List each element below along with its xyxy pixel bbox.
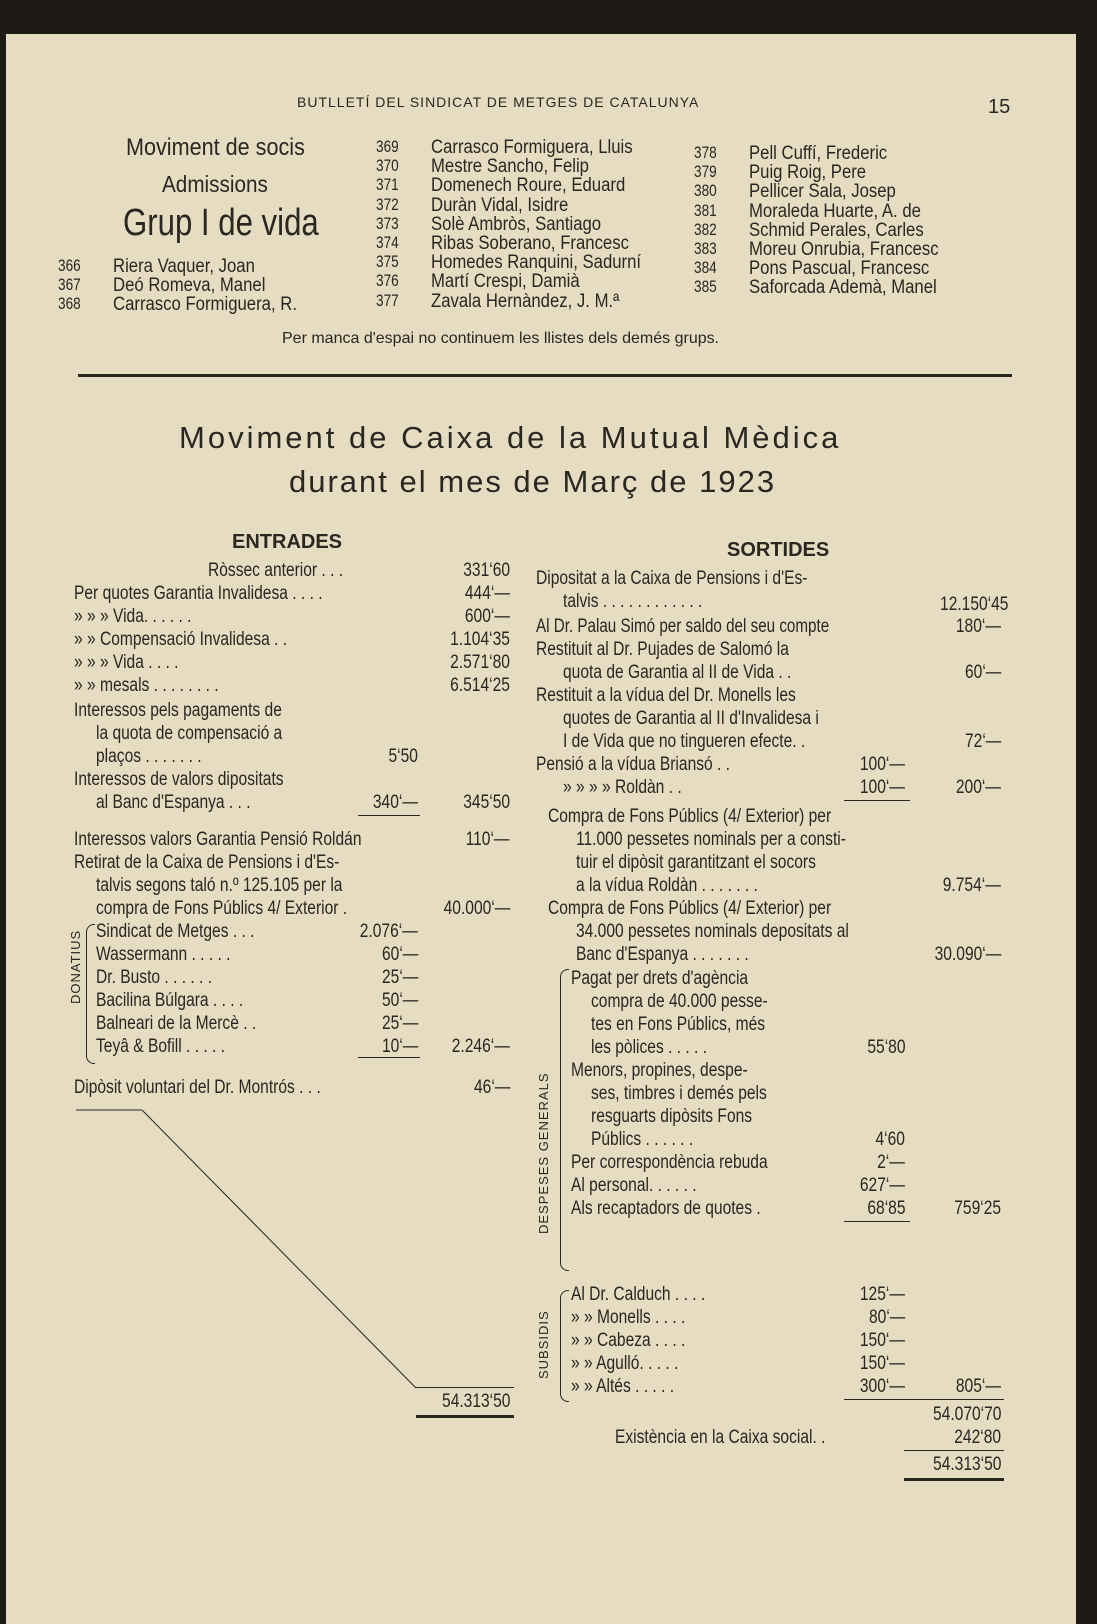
donatius-brace — [86, 924, 95, 1064]
total-rule-bottom — [904, 1478, 1004, 1481]
subsidi-amount: 300‘— — [859, 1376, 905, 1397]
pagat-text: les pòlices . . . . . — [591, 1037, 708, 1058]
pujades-amount: 60‘— — [964, 662, 1001, 683]
member-number: 378 — [694, 143, 717, 162]
underline — [844, 1221, 910, 1222]
pujades-text: quota de Garantia al II de Vida . . — [563, 662, 792, 683]
donatiu-amount: 50‘— — [381, 990, 418, 1011]
entrada-amount: 600‘— — [464, 606, 510, 627]
member-name: Zavala Hernàndez, J. M.ª — [431, 290, 620, 312]
interessos-text: plaços . . . . . . . — [96, 746, 202, 767]
personal-amount: 627‘— — [859, 1175, 905, 1196]
roldan-amount: 110‘— — [466, 829, 510, 850]
member-number: 375 — [376, 252, 399, 272]
subsidi-amount: 80‘— — [868, 1307, 905, 1328]
member-number: 379 — [694, 162, 717, 182]
member-number: 368 — [58, 294, 81, 314]
donatiu-amount: 60‘— — [381, 944, 418, 965]
existencia-text: Existència en la Caixa social. . — [615, 1427, 826, 1448]
member-name: Schmid Perales, Carles — [749, 219, 924, 241]
donatius-label: DONATIUS — [68, 929, 83, 1004]
compra-text: Compra de Fons Públics (4/ Exterior) per — [548, 806, 832, 827]
subsidi-amount: 125‘— — [859, 1284, 905, 1305]
entrada-amount: 1.104‘35 — [450, 629, 510, 650]
donatiu-amount: 25‘— — [381, 1013, 418, 1034]
entrada-label: » » Compensació Invalidesa . . — [74, 629, 288, 650]
member-name: Pellicer Sala, Josep — [749, 181, 896, 203]
diposit-amount: 46‘— — [473, 1077, 510, 1098]
interessos-text: al Banc d'Espanya . . . — [96, 792, 251, 813]
corresp-text: Per correspondència rebuda — [571, 1152, 768, 1173]
retirat-text: compra de Fons Públics 4/ Exterior . — [96, 898, 348, 919]
menors-text: Menors, propines, despe- — [571, 1060, 748, 1081]
pensio-text: Pensió a la vídua Briansó . . — [536, 754, 731, 775]
personal-text: Al personal. . . . . . — [571, 1175, 697, 1196]
dipositat-text: talvis . . . . . . . . . . . . — [563, 591, 703, 612]
underline — [844, 1399, 1004, 1400]
compra-text: Compra de Fons Públics (4/ Exterior) per — [548, 898, 832, 919]
interessos-text: Interessos de valors dipositats — [74, 769, 284, 790]
pensio-text: » » » » Roldàn . . — [563, 777, 682, 798]
group-heading: Grup I de vida — [123, 202, 319, 244]
sortides-heading: SORTIDES — [727, 539, 830, 561]
menors-amount: 4‘60 — [875, 1129, 905, 1150]
underline — [844, 800, 910, 801]
member-name: Saforcada Ademà, Manel — [749, 277, 937, 299]
compra-text: tuir el dipòsit garantitzant el socors — [576, 852, 816, 873]
pensio-amount: 100‘— — [859, 777, 905, 798]
existencia-amount: 242‘80 — [954, 1427, 1001, 1448]
member-number: 382 — [694, 219, 717, 239]
subsidi-label: » » Agulló. . . . . — [571, 1353, 679, 1374]
entrada-amount: 2.571‘80 — [450, 652, 510, 673]
member-name: Carrasco Formiguera, R. — [113, 294, 297, 316]
member-number: 373 — [376, 213, 399, 233]
member-name: Domenech Roure, Eduard — [431, 175, 626, 197]
entrada-amount: 331‘60 — [463, 560, 510, 581]
underline — [358, 815, 420, 816]
pensio-amount: 100‘— — [859, 754, 905, 775]
compra-text: Banc d'Espanya . . . . . . . — [576, 944, 749, 965]
entrada-label: » » mesals . . . . . . . . — [74, 675, 219, 696]
member-name: Homedes Ranquini, Sadurní — [431, 252, 642, 274]
member-name: Solè Ambròs, Santiago — [431, 213, 602, 235]
member-number: 371 — [376, 175, 399, 195]
menors-text: resguarts dipòsits Fons — [591, 1106, 753, 1127]
monells-amount: 72‘— — [964, 731, 1001, 752]
subsidi-label: » » Altés . . . . . — [571, 1376, 675, 1397]
menors-text: Públics . . . . . . — [591, 1129, 694, 1150]
member-name: Puig Roig, Pere — [749, 162, 867, 184]
page — [6, 34, 1076, 1624]
subsidis-total: 805‘— — [955, 1376, 1001, 1397]
pujades-text: Restituit al Dr. Pujades de Salomó la — [536, 639, 789, 660]
admissions-heading: Admissions — [162, 171, 268, 197]
donatiu-amount: 25‘— — [381, 967, 418, 988]
subsidi-label: » » Monells . . . . — [571, 1307, 686, 1328]
member-number: 376 — [376, 271, 399, 291]
member-number: 381 — [694, 200, 717, 220]
despeses-total: 759‘25 — [954, 1198, 1001, 1219]
compra-amount: 9.754‘— — [942, 875, 1001, 896]
compra-text: 11.000 pessetes nominals per a consti- — [576, 829, 846, 850]
recaptadors-text: Als recaptadors de quotes . — [571, 1198, 761, 1219]
running-title: BUTLLETÍ DEL SINDICAT DE METGES DE CATALUNYA — [297, 94, 700, 110]
total-rule-top — [904, 1450, 1004, 1451]
member-name: Deó Romeva, Manel — [113, 275, 266, 297]
subsidi-amount: 150‘— — [859, 1330, 905, 1351]
diposit-text: Dipòsit voluntari del Dr. Montrós . . . — [74, 1077, 321, 1098]
socis-note: Per manca d'espai no continuem les llistes dels demés grups. — [282, 330, 720, 347]
compra-text: 34.000 pessetes nominals depositats al — [576, 921, 849, 942]
donatiu-label: Teyâ & Bofill . . . . . — [96, 1036, 226, 1057]
dipositat-text: Dipositat a la Caixa de Pensions i d'Es- — [536, 568, 808, 589]
member-number: 370 — [376, 156, 399, 176]
member-name: Martí Crespi, Damià — [431, 271, 580, 293]
pagat-amount: 55‘80 — [866, 1037, 905, 1058]
monells-text: I de Vida que no tingueren efecte. . — [563, 731, 806, 752]
compra-amount: 30.090‘— — [934, 944, 1001, 965]
pensio-total: 200‘— — [955, 777, 1001, 798]
sortides-total: 54.313‘50 — [932, 1454, 1001, 1475]
palau-text: Al Dr. Palau Simó per saldo del seu compte — [536, 616, 830, 637]
member-number: 384 — [694, 258, 717, 278]
member-name: Carrasco Formiguera, Lluis — [431, 137, 633, 158]
interessos-amount: 340‘— — [372, 792, 418, 813]
member-number: 385 — [694, 277, 717, 297]
retirat-amount: 40.000‘— — [443, 898, 510, 919]
entrada-amount: 6.514‘25 — [450, 675, 510, 696]
subsidi-label: Al Dr. Calduch . . . . — [571, 1284, 706, 1305]
interessos-text: Interessos pels pagaments de — [74, 700, 282, 721]
retirat-text: talvis segons taló n.º 125.105 per la — [96, 875, 343, 896]
subsidis-label: SUBSIDIS — [536, 1310, 551, 1379]
dipositat-amount: 12.150‘45 — [939, 594, 1008, 615]
retirat-text: Retirat de la Caixa de Pensions i d'Es- — [74, 852, 340, 873]
member-name: Riera Vaquer, Joan — [113, 256, 255, 277]
monells-text: Restituit a la vídua del Dr. Monells les — [536, 685, 796, 706]
member-name: Pell Cuffí, Frederic — [749, 143, 888, 164]
donatiu-label: Dr. Busto . . . . . . — [96, 967, 213, 988]
corresp-amount: 2‘— — [877, 1152, 905, 1173]
pagat-text: compra de 40.000 pesse- — [591, 991, 768, 1012]
entrada-label: » » » Vida . . . . — [74, 652, 179, 673]
member-number: 367 — [58, 275, 81, 295]
subsidi-label: » » Cabeza . . . . — [571, 1330, 686, 1351]
donatiu-amount: 2.076‘— — [359, 921, 418, 942]
entrades-heading: ENTRADES — [232, 531, 343, 553]
interessos-total: 345‘50 — [463, 792, 510, 813]
donatiu-label: Wassermann . . . . . — [96, 944, 231, 965]
member-number: 377 — [376, 290, 399, 310]
entrada-label: Ròssec anterior . . . — [208, 560, 344, 581]
socis-heading: Moviment de socis — [126, 134, 305, 161]
total-rule-top — [416, 1387, 514, 1388]
member-number: 380 — [694, 181, 717, 201]
entrades-total: 54.313‘50 — [441, 1391, 510, 1412]
member-name: Moreu Onrubia, Francesc — [749, 239, 939, 260]
compra-text: a la vídua Roldàn . . . . . . . — [576, 875, 758, 896]
monells-text: quotes de Garantia al II d'Invalidesa i — [563, 708, 819, 729]
underline — [358, 1057, 420, 1058]
donatius-total: 2.246‘— — [451, 1036, 510, 1057]
menors-text: ses, timbres i demés pels — [591, 1083, 767, 1104]
member-number: 374 — [376, 233, 399, 252]
palau-amount: 180‘— — [955, 616, 1001, 637]
pagat-text: Pagat per drets d'agència — [571, 968, 749, 989]
member-number: 372 — [376, 194, 399, 214]
despeses-brace — [560, 969, 569, 1271]
entrada-amount: 444‘— — [464, 583, 510, 604]
donatiu-label: Sindicat de Metges . . . — [96, 921, 255, 942]
despeses-label: DESPESES GENERALS — [536, 1072, 551, 1234]
entrada-label: » » » Vida. . . . . . — [74, 606, 192, 627]
member-number: 383 — [694, 239, 717, 258]
subsidi-amount: 150‘— — [859, 1353, 905, 1374]
member-number: 366 — [58, 256, 81, 275]
total-rule-bottom — [416, 1415, 514, 1418]
recaptadors-amount: 68‘85 — [866, 1198, 905, 1219]
member-name: Moraleda Huarte, A. de — [749, 200, 921, 222]
page-number: 15 — [988, 96, 1011, 118]
donatiu-amount: 10‘— — [381, 1036, 418, 1057]
roldan-text: Interessos valors Garantia Pensió Roldán — [74, 829, 362, 850]
caixa-subtitle: durant el mes de Març de 1923 — [289, 464, 777, 499]
member-name: Duràn Vidal, Isidre — [431, 194, 569, 216]
interessos-text: la quota de compensació a — [96, 723, 283, 744]
interessos-amount: 5‘50 — [388, 746, 418, 767]
donatiu-label: Bacilina Búlgara . . . . — [96, 990, 244, 1011]
entrada-label: Per quotes Garantia Invalidesa . . . . — [74, 583, 323, 604]
donatiu-label: Balneari de la Mercè . . — [96, 1013, 257, 1034]
sortides-subtotal: 54.070‘70 — [932, 1404, 1001, 1425]
member-name: Ribas Soberano, Francesc — [431, 233, 629, 254]
member-name: Mestre Sancho, Felip — [431, 156, 589, 178]
subsidis-brace — [560, 1290, 569, 1402]
caixa-title: Moviment de Caixa de la Mutual Mèdica — [179, 420, 842, 455]
member-number: 369 — [376, 137, 399, 156]
member-name: Pons Pascual, Francesc — [749, 258, 930, 280]
pagat-text: tes en Fons Públics, més — [591, 1014, 766, 1035]
